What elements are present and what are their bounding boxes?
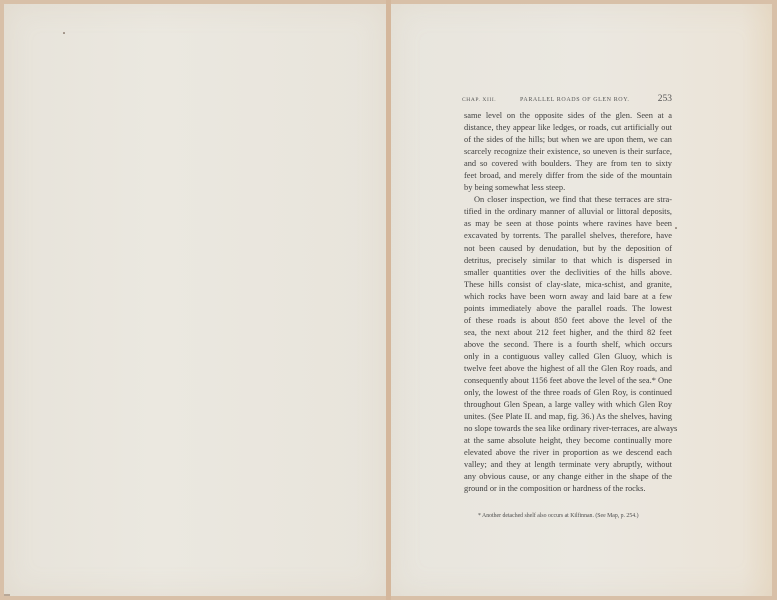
text-line: tified in the ordinary manner of alluvial or littoral deposits, — [464, 207, 672, 217]
page-number: 253 — [657, 94, 672, 104]
text-line: consequently about 1156 feet above the level of the sea.* One — [464, 376, 672, 386]
text-line: of the sides of the hills; but when we are upon them, we can — [464, 135, 672, 145]
text-line: no slope towards the sea like ordinary river-terraces, are always — [464, 424, 678, 434]
text-line: same level on the opposite sides of the glen. Seen at a — [464, 111, 672, 120]
text-line: only, the lowest of the three roads of Glen Roy, is continued — [464, 388, 672, 398]
paper-speck — [63, 32, 65, 34]
text-line: feet broad, and merely differ from the side of the mountain — [464, 171, 672, 181]
chapter-label: CHAP. XIII. — [462, 97, 497, 103]
left-page-blank — [4, 4, 386, 596]
running-title: PARALLEL ROADS OF GLEN ROY. — [520, 97, 630, 103]
text-line: sea, the next about 212 feet higher, and the third 82 feet — [464, 327, 672, 337]
text-line: by being somewhat less steep. — [464, 183, 566, 193]
text-line: detritus, precisely similar to that which is dispersed in — [464, 255, 672, 265]
paper-speck — [675, 227, 677, 229]
text-line: which rocks have been worn away and laid bare at a few — [464, 291, 672, 301]
text-line: only in a contiguous valley called Glen Gluoy, which is — [464, 351, 672, 361]
text-line: scarcely recognize their existence, so uneven is their surface, — [464, 147, 672, 157]
text-line: twelve feet above the highest of all the Glen Roy roads, and — [464, 363, 672, 373]
text-line: distance, they appear like ledges, or roads, cut artificially out — [464, 123, 672, 133]
text-line: and so covered with boulders. They are from ten to sixty — [464, 159, 672, 169]
text-line: excavated by torrents. The parallel shelves, therefore, have — [464, 231, 672, 241]
text-line: not been caused by denudation, but by the deposition of — [464, 243, 672, 253]
scan-corner-mark — [4, 594, 10, 596]
text-line: points immediately above the parallel roads. The lowest — [464, 303, 672, 313]
text-line: elevated above the river in proportion as we descend each — [464, 448, 672, 458]
running-head — [462, 96, 672, 108]
text-line: of these roads is about 850 feet above the level of the — [464, 315, 672, 325]
text-line: ground or in the composition or hardness of the rocks. — [464, 484, 646, 494]
text-line: unites. (See Plate II. and map, fig. 36.) As the shelves, having — [464, 412, 672, 422]
text-line: valley; and they at length terminate very abruptly, without — [464, 460, 672, 470]
text-line: above the second. There is a fourth shelf, which occurs — [464, 339, 672, 349]
footnote: * Another detached shelf also occurs at Kilfinnan. (See Map, p. 254.) — [478, 513, 639, 519]
text-line: smaller quantities over the declivities of the hills above. — [464, 267, 672, 277]
body-text — [464, 110, 678, 496]
text-line: throughout Glen Spean, a large valley with which Glen Roy — [464, 400, 672, 410]
text-line: as may be seen at those points where ravines have been — [464, 219, 672, 229]
text-line: at the same absolute height, they become continually more — [464, 436, 672, 446]
text-line: any obvious cause, or any change either in the shape of the — [464, 472, 672, 482]
text-line: On closer inspection, we find that these terraces are stra- — [474, 195, 672, 205]
text-line: These hills consist of clay-slate, mica-schist, and granite, — [464, 279, 672, 289]
